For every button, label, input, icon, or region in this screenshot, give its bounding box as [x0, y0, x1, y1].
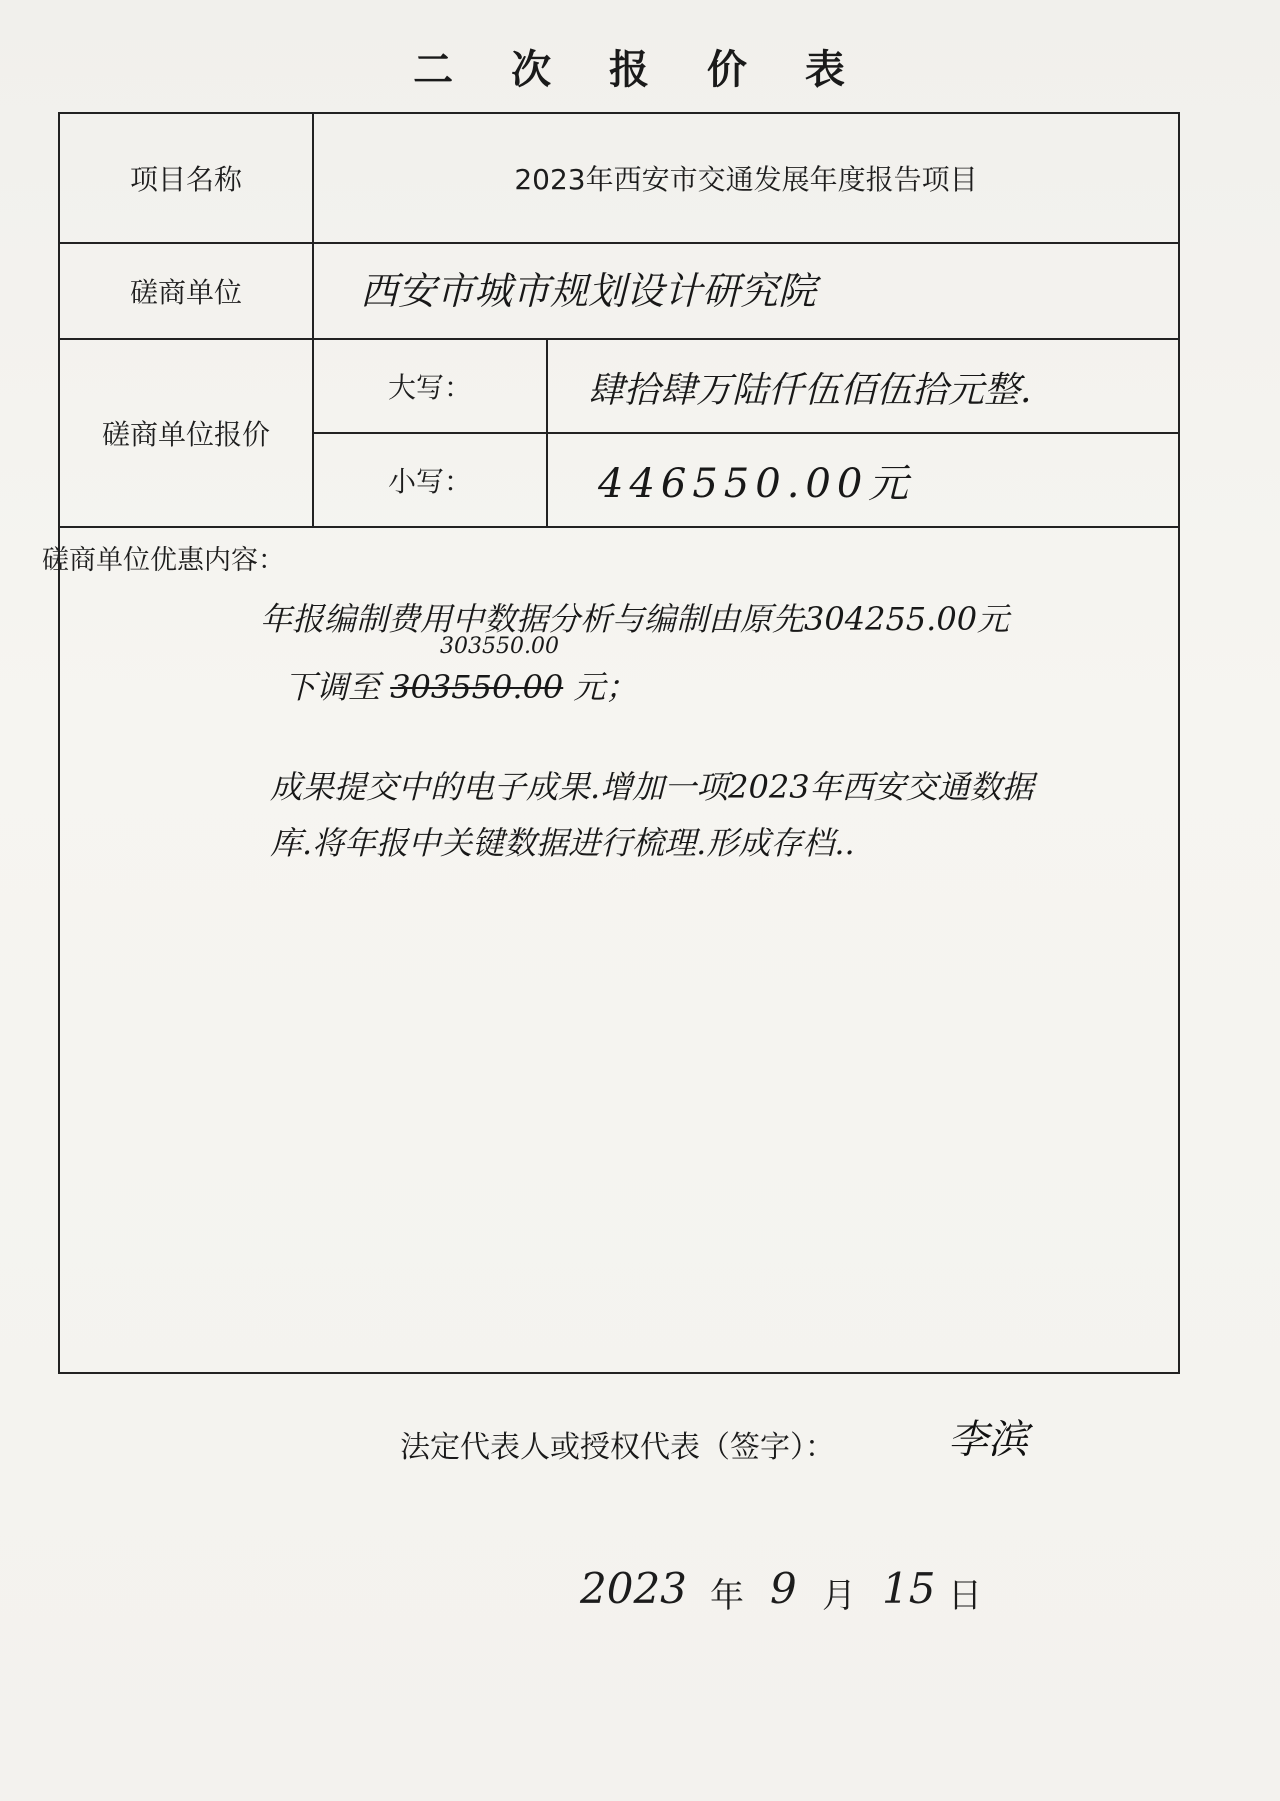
discount-line-1: 年报编制费用中数据分析与编制由原先304255.00元	[260, 600, 1010, 638]
discount-line-4: 库.将年报中关键数据进行梳理.形成存档..	[270, 824, 855, 862]
date-year-unit: 年	[710, 1576, 744, 1616]
date-month-unit: 月	[822, 1576, 856, 1616]
discount-line-3: 成果提交中的电子成果.增加一项2023年西安交通数据	[270, 768, 1034, 806]
row-divider	[60, 526, 1178, 528]
signature: 李滨	[948, 1417, 1028, 1463]
quote-upper-label: 大写：	[387, 371, 472, 404]
date-year: 2023	[580, 1564, 687, 1613]
date-day: 15	[882, 1564, 936, 1613]
project-name-label: 项目名称	[129, 163, 242, 196]
vendor-label: 磋商单位	[129, 276, 242, 309]
quote-lower-label: 小写：	[387, 465, 472, 498]
quote-label: 磋商单位报价	[101, 418, 270, 451]
quote-lower-value: 446550.00元	[598, 461, 915, 507]
discount-line-2	[284, 662, 637, 708]
discount-line-2-prefix: 下调至	[284, 668, 381, 706]
signature-label: 法定代表人或授权代表（签字）：	[400, 1430, 835, 1465]
project-name-value: 2023年西安市交通发展年度报告项目	[514, 163, 978, 196]
column-divider	[546, 338, 548, 526]
discount-label: 磋商单位优惠内容：	[42, 545, 285, 576]
document-title: 二 次 报 价 表	[413, 47, 867, 93]
date-day-unit: 日	[948, 1576, 982, 1616]
discount-line-2-suffix: 元；	[573, 668, 638, 706]
vendor-value: 西安市城市规划设计研究院	[360, 269, 817, 313]
discount-correction: 303550.00	[440, 634, 559, 659]
date-month: 9	[770, 1564, 797, 1613]
discount-struck-amount: 303550.00	[390, 668, 564, 706]
quote-upper-value: 肆拾肆万陆仟伍佰伍拾元整.	[588, 370, 1032, 411]
quote-table	[42, 112, 1180, 1374]
